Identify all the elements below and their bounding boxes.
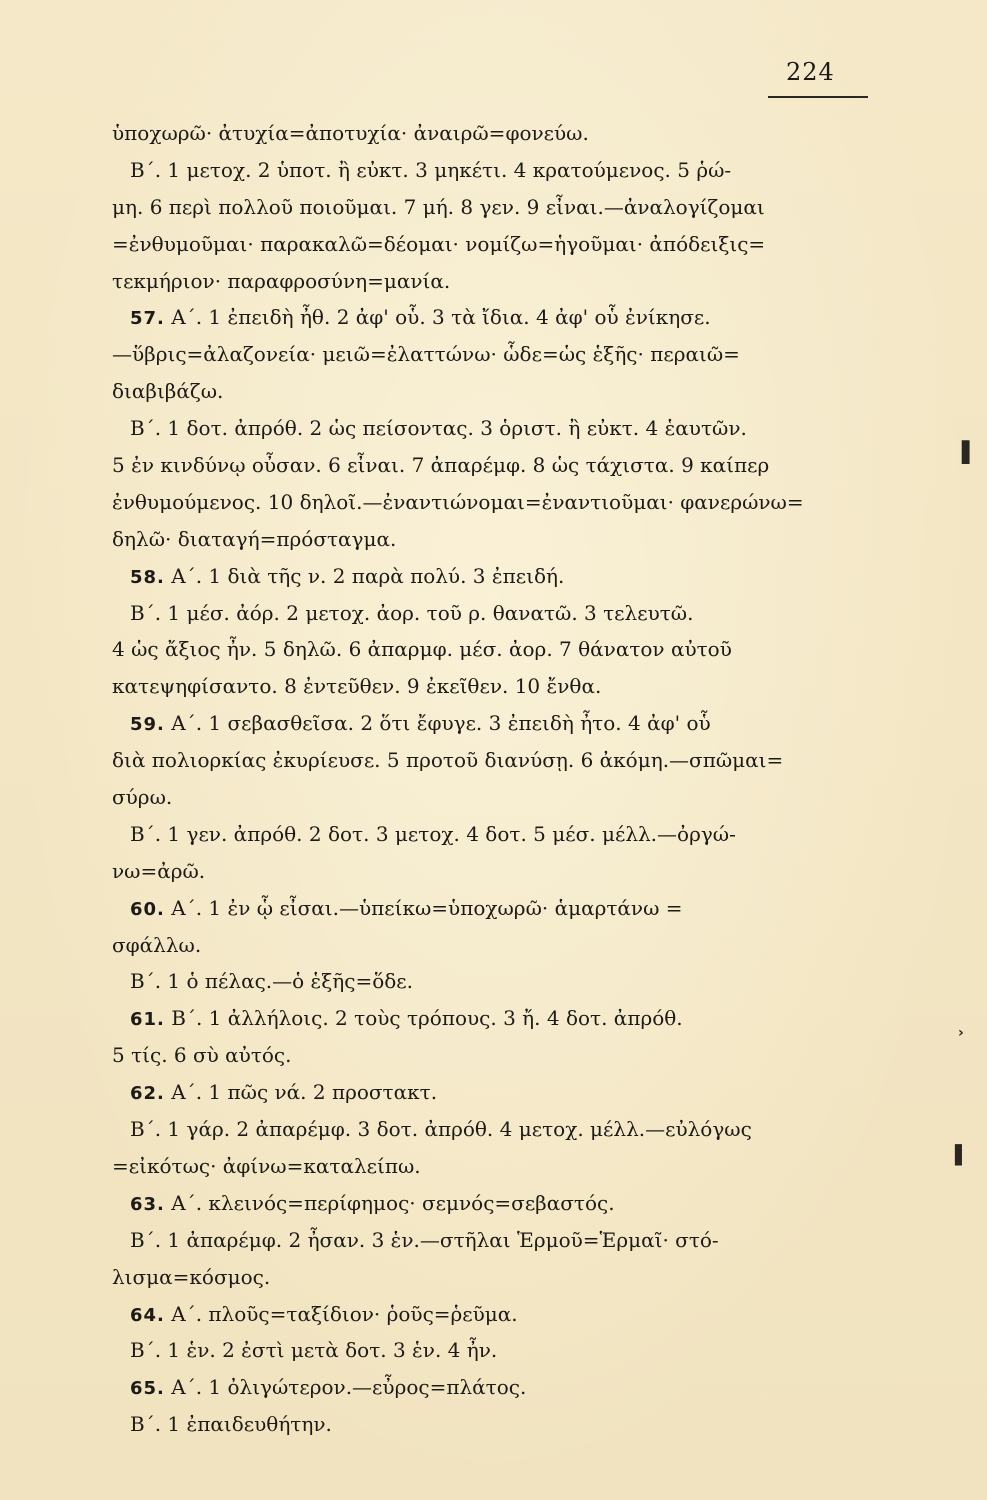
text-line bbox=[112, 1369, 872, 1406]
line-text: 5 ἐν κινδύνῳ οὖσαν. 6 εἶναι. 7 ἀπαρέμφ. 8 ὡς τάχιστα. 9 καίπερ bbox=[112, 453, 770, 478]
text-line bbox=[112, 299, 872, 336]
text-line bbox=[112, 1296, 872, 1333]
text-line bbox=[112, 779, 872, 816]
line-text: μη. 6 περὶ πολλοῦ ποιοῦμαι. 7 μή. 8 γεν. 9 εἶναι.—ἀναλογίζομαι bbox=[112, 194, 765, 219]
text-line bbox=[112, 927, 872, 964]
line-text: Β΄. 1 γάρ. 2 ἀπαρέμφ. 3 δοτ. ἀπρόθ. 4 μετοχ. μέλλ.—εὐλόγως bbox=[130, 1117, 752, 1142]
line-text: 4 ὡς ἄξιος ἦν. 5 δηλῶ. 6 ἀπαρμφ. μέσ. ἀορ. 7 θάνατον αὐτοῦ bbox=[112, 637, 732, 662]
line-text: τεκμήριον· παραφροσύνη=μανία. bbox=[112, 268, 451, 293]
text-line bbox=[112, 705, 872, 742]
line-text: δηλῶ· διαταγή=πρόσταγμα. bbox=[112, 526, 397, 551]
section-number: 61. bbox=[130, 1009, 165, 1031]
section-number: 65. bbox=[130, 1378, 165, 1400]
line-text: Α΄. 1 ὀλιγώτερον.—εὖρος=πλάτος. bbox=[164, 1375, 527, 1400]
text-line bbox=[112, 152, 872, 189]
margin-bleed-mark: › bbox=[958, 1025, 964, 1041]
line-text: —ὕβρις=ἀλαζονεία· μειῶ=ἐλαττώνω· ὧδε=ὡς ἑξῆς· περαιῶ= bbox=[112, 342, 740, 367]
section-number: 57. bbox=[130, 308, 165, 330]
text-line bbox=[112, 742, 872, 779]
line-text: ἐνθυμούμενος. 10 δηλοῖ.—ἐναντιώνομαι=ἐναντιοῦμαι· φανερώνω= bbox=[112, 489, 804, 514]
section-number: 59. bbox=[130, 714, 165, 736]
line-text: Β΄. 1 ἀπαρέμφ. 2 ἦσαν. 3 ἑν.—στῆλαι Ἑρμοῦ=Ἑρμαῖ· στό- bbox=[130, 1227, 719, 1252]
text-line bbox=[112, 115, 872, 152]
line-text: διαβιβάζω. bbox=[112, 379, 224, 404]
line-text: 5 τίς. 6 σὺ αὐτός. bbox=[112, 1043, 292, 1068]
text-line bbox=[112, 1332, 872, 1369]
page-number: 224 bbox=[786, 58, 835, 86]
line-text: λισμα=κόσμος. bbox=[112, 1264, 271, 1289]
line-text: Β΄. 1 ἐπαιδευθήτην. bbox=[130, 1412, 332, 1437]
line-text: Α΄. κλεινός=περίφημος· σεμνός=σεβαστός. bbox=[164, 1190, 615, 1215]
line-text: Β΄. 1 δοτ. ἀπρόθ. 2 ὡς πείσοντας. 3 ὁριστ. ἢ εὐκτ. 4 ἑαυτῶν. bbox=[130, 416, 747, 441]
line-text: Β΄. 1 ἑν. 2 ἐστὶ μετὰ δοτ. 3 ἑν. 4 ἦν. bbox=[130, 1338, 498, 1363]
line-text: νω=ἀρῶ. bbox=[112, 858, 206, 883]
text-line bbox=[112, 189, 872, 226]
margin-bleed-mark: ▌ bbox=[962, 440, 978, 464]
text-line bbox=[112, 1222, 872, 1259]
text-line bbox=[112, 521, 872, 558]
text-line bbox=[112, 1111, 872, 1148]
line-text: Α΄. πλοῦς=ταξίδιον· ῥοῦς=ῥεῦμα. bbox=[164, 1301, 518, 1326]
section-number: 58. bbox=[130, 566, 165, 588]
text-line bbox=[112, 336, 872, 373]
text-line bbox=[112, 853, 872, 890]
text-line bbox=[112, 1406, 872, 1443]
text-line bbox=[112, 816, 872, 853]
text-line bbox=[112, 263, 872, 300]
line-text: Α΄. 1 σεβασθεῖσα. 2 ὅτι ἔφυγε. 3 ἐπειδὴ ἦτο. 4 ἀφ' οὗ bbox=[164, 711, 711, 736]
text-line bbox=[112, 1000, 872, 1037]
text-line bbox=[112, 1185, 872, 1222]
text-line bbox=[112, 410, 872, 447]
line-text: διὰ πολιορκίας ἐκυρίευσε. 5 προτοῦ διανύσῃ. 6 ἀκόμη.—σπῶμαι= bbox=[112, 748, 784, 773]
line-text: Α΄. 1 ἐπειδὴ ἦθ. 2 ἀφ' οὗ. 3 τὰ ἴδια. 4 ἀφ' οὗ ἐνίκησε. bbox=[164, 305, 711, 330]
section-number: 63. bbox=[130, 1193, 165, 1215]
text-line bbox=[112, 595, 872, 632]
text-line bbox=[112, 558, 872, 595]
text-line bbox=[112, 1074, 872, 1111]
margin-bleed-mark: ▌ bbox=[955, 1145, 969, 1166]
text-line bbox=[112, 1259, 872, 1296]
line-text: =εἰκότως· ἀφίνω=καταλείπω. bbox=[112, 1153, 421, 1178]
text-line bbox=[112, 373, 872, 410]
text-body bbox=[112, 115, 872, 1443]
line-text: Β΄. 1 ὁ πέλας.—ὁ ἑξῆς=ὅδε. bbox=[130, 969, 414, 994]
line-text: Β΄. 1 μετοχ. 2 ὑποτ. ἢ εὐκτ. 3 μηκέτι. 4 κρατούμενος. 5 ῥώ- bbox=[130, 157, 732, 182]
text-line bbox=[112, 668, 872, 705]
text-line bbox=[112, 447, 872, 484]
section-number: 62. bbox=[130, 1083, 165, 1105]
text-line bbox=[112, 484, 872, 521]
header-rule bbox=[768, 96, 868, 98]
text-line bbox=[112, 890, 872, 927]
line-text: σφάλλω. bbox=[112, 932, 202, 957]
line-text: =ἐνθυμοῦμαι· παρακαλῶ=δέομαι· νομίζω=ἡγοῦμαι· ἀπόδειξις= bbox=[112, 231, 766, 256]
line-text: Β΄. 1 ἀλλήλοις. 2 τοὺς τρόπους. 3 ἤ. 4 δοτ. ἀπρόθ. bbox=[164, 1006, 683, 1031]
line-text: Α΄. 1 διὰ τῆς ν. 2 παρὰ πολύ. 3 ἐπειδή. bbox=[164, 563, 565, 588]
section-number: 64. bbox=[130, 1304, 165, 1326]
text-line bbox=[112, 1037, 872, 1074]
line-text: σύρω. bbox=[112, 785, 173, 810]
line-text: κατεψηφίσαντο. 8 ἐντεῦθεν. 9 ἐκεῖθεν. 10 ἔνθα. bbox=[112, 674, 602, 699]
line-text: Α΄. 1 πῶς νά. 2 προστακτ. bbox=[164, 1080, 438, 1105]
line-text: Β΄. 1 μέσ. ἀόρ. 2 μετοχ. ἀορ. τοῦ ρ. θανατῶ. 3 τελευτῶ. bbox=[130, 600, 694, 625]
text-line bbox=[112, 1148, 872, 1185]
line-text: ὑποχωρῶ· ἀτυχία=ἀποτυχία· ἀναιρῶ=φονεύω. bbox=[112, 121, 589, 145]
line-text: Α΄. 1 ἐν ᾧ εἶσαι.—ὑπείκω=ὑποχωρῶ· ἁμαρτάνω = bbox=[164, 895, 683, 920]
text-line bbox=[112, 226, 872, 263]
text-line bbox=[112, 631, 872, 668]
text-line bbox=[112, 963, 872, 1000]
line-text: Β΄. 1 γεν. ἀπρόθ. 2 δοτ. 3 μετοχ. 4 δοτ. 5 μέσ. μέλλ.—ὀργώ- bbox=[130, 821, 736, 846]
section-number: 60. bbox=[130, 898, 165, 920]
